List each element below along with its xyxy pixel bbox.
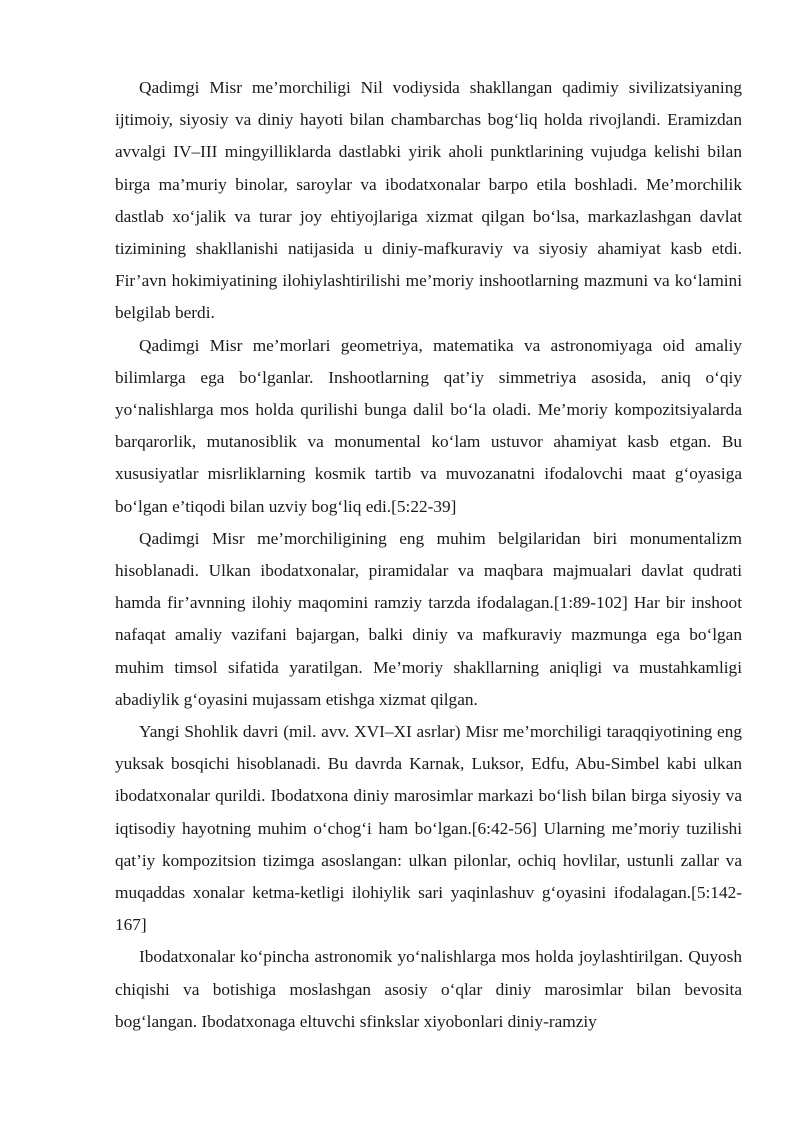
paragraph-new-kingdom: Yangi Shohlik davri (mil. avv. XVI–XI asrlar) Misr me’morchiligi taraqqiyotining eng yuksak bosqichi hisoblanadi. Bu davrda Karnak, Luksor, Edfu, Abu-Simbel kabi ulkan ibodatxonalar qurildi. Ibodatxona diniy marosimlar markazi bo‘lish bilan birga siyosiy va iqtisodiy hayotning muhim o‘chog‘i ham bo‘lgan.[6:42-56] Ularning me’moriy tuzilishi qat’iy kompozitsion tizimga asoslangan: ulkan pilonlar, ochiq hovlilar, ustunli zallar va muqaddas xonalar ketma-ketligi ilohiylik sari yaqinlashuv g‘oyasini ifodalagan.[5:142-167] [115, 722, 742, 935]
document-page [115, 72, 742, 1038]
paragraph-monumentalism: Qadimgi Misr me’morchiligining eng muhim belgilaridan biri monumentalizm hisoblanadi. Ulkan ibodatxonalar, piramidalar va maqbara majmualari davlat qudrati hamda fir’avnning ilohiy maqomini ramziy tarzda ifodalagan.[1:89-102] Har bir inshoot nafaqat amaliy vazifani bajargan, balki diniy va mafkuraviy mazmunga ega bo‘lgan muhim timsol sifatida yaratilgan. Me’moriy shakllarning aniqligi va mustahkamligi abadiylik g‘oyasini mujassam etishga xizmat qilgan. [115, 528, 742, 709]
paragraph-astronomical-orientation: Ibodatxonalar ko‘pincha astronomik yo‘nalishlarga mos holda joylashtirilgan. Quyosh chiqishi va botishiga moslashgan asosiy o‘qlar diniy marosimlar bilan bevosita bog‘langan. Ibodatxonaga eltuvchi sfinkslar xiyobonlari diniy-ramziy [115, 947, 742, 1031]
paragraph-egypt-architecture-origins: Qadimgi Misr me’morchiligi Nil vodiysida shakllangan qadimiy sivilizatsiyaning ijtimoiy, siyosiy va diniy hayoti bilan chambarchas bog‘liq holda rivojlandi. Eramizdan avvalgi IV–III mingyilliklarda dastlabki yirik aholi punktlarining vujudga kelishi bilan birga ma’muriy binolar, saroylar va ibodatxonalar barpo etila boshladi. Me’morchilik dastlab xo‘jalik va turar joy ehtiyojlariga xizmat qilgan bo‘lsa, markazlashgan davlat tizimining shakllanishi natijasida u diniy-mafkuraviy va siyosiy ahamiyat kasb etdi. Fir’avn hokimiyatining ilohiylashtirilishi me’moriy inshootlarning mazmuni va ko‘lamini belgilab berdi. [115, 78, 742, 323]
paragraph-architects-knowledge: Qadimgi Misr me’morlari geometriya, matematika va astronomiyaga oid amaliy bilimlarga ega bo‘lganlar. Inshootlarning qat’iy simmetriya asosida, aniq o‘qiy yo‘nalishlarga mos holda qurilishi bunga dalil bo‘la oladi. Me’moriy kompozitsiyalarda barqarorlik, mutanosiblik va monumental ko‘lam ustuvor ahamiyat kasb etgan. Bu xususiyatlar misrliklarning kosmik tartib va muvozanatni ifodalovchi maat g‘oyasiga bo‘lgan e’tiqodi bilan uzviy bog‘liq edi.[5:22-39] [115, 335, 742, 516]
